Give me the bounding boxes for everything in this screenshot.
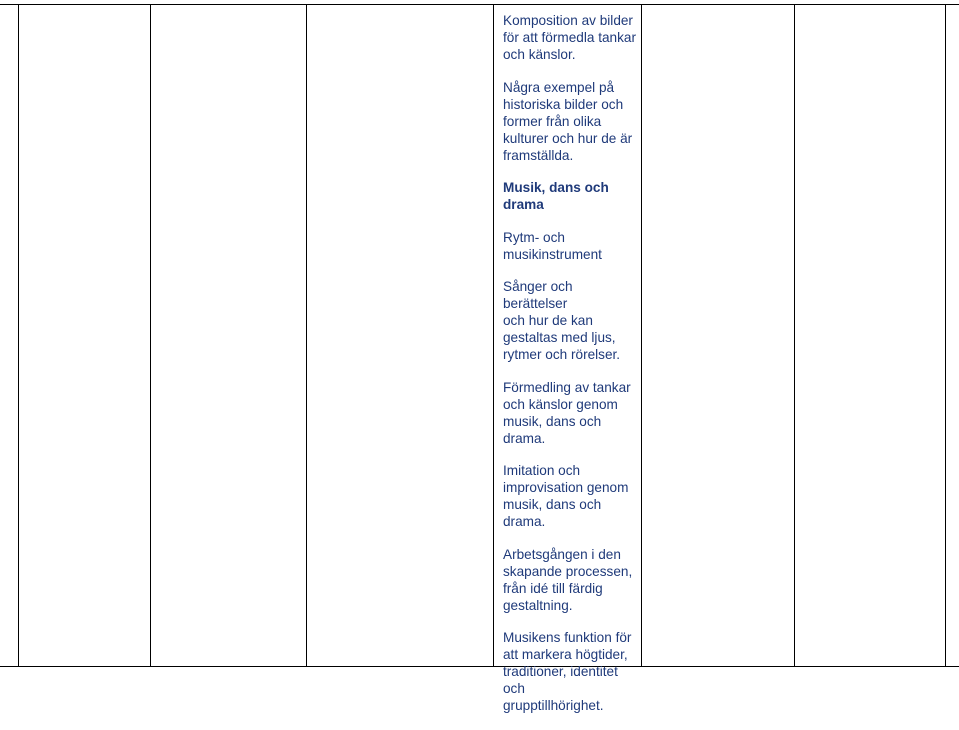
column-divider-2 (150, 4, 151, 667)
section-heading-musik-dans-drama: Musik, dans och drama (503, 180, 609, 212)
paragraph-musikens-funktion: Musikens funktion för att markera högtider, traditioner, identitet och grupptillhörighet. (503, 630, 632, 713)
column-divider-7 (945, 4, 946, 667)
paragraph-rytm-instrument: Rytm- och musikinstrument (503, 229, 602, 262)
paragraph-sanger-berattelser: Sånger och berättelser och hur de kan gestaltas med ljus, rytmer och rörelser. (503, 279, 621, 362)
paragraph-arbetsgangen: Arbetsgången i den skapande processen, från idé till färdig gestaltning. (503, 546, 633, 613)
paragraph-formedling: Förmedling av tankar och känslor genom musik, dans och drama. (503, 379, 631, 446)
column-divider-1 (18, 4, 19, 667)
table-cell-content (503, 12, 639, 730)
paragraph-komposition: Komposition av bilder för att förmedla tankar och känslor. (503, 13, 636, 62)
column-divider-5 (641, 4, 642, 667)
table-top-border (0, 4, 959, 5)
column-divider-4 (493, 4, 494, 667)
paragraph-historiska-bilder: Några exempel på historiska bilder och former från olika kulturer och hur de är framställda. (503, 79, 633, 163)
paragraph-imitation: Imitation och improvisation genom musik, dans och drama. (503, 463, 629, 529)
column-divider-6 (794, 4, 795, 667)
column-divider-3 (306, 4, 307, 667)
